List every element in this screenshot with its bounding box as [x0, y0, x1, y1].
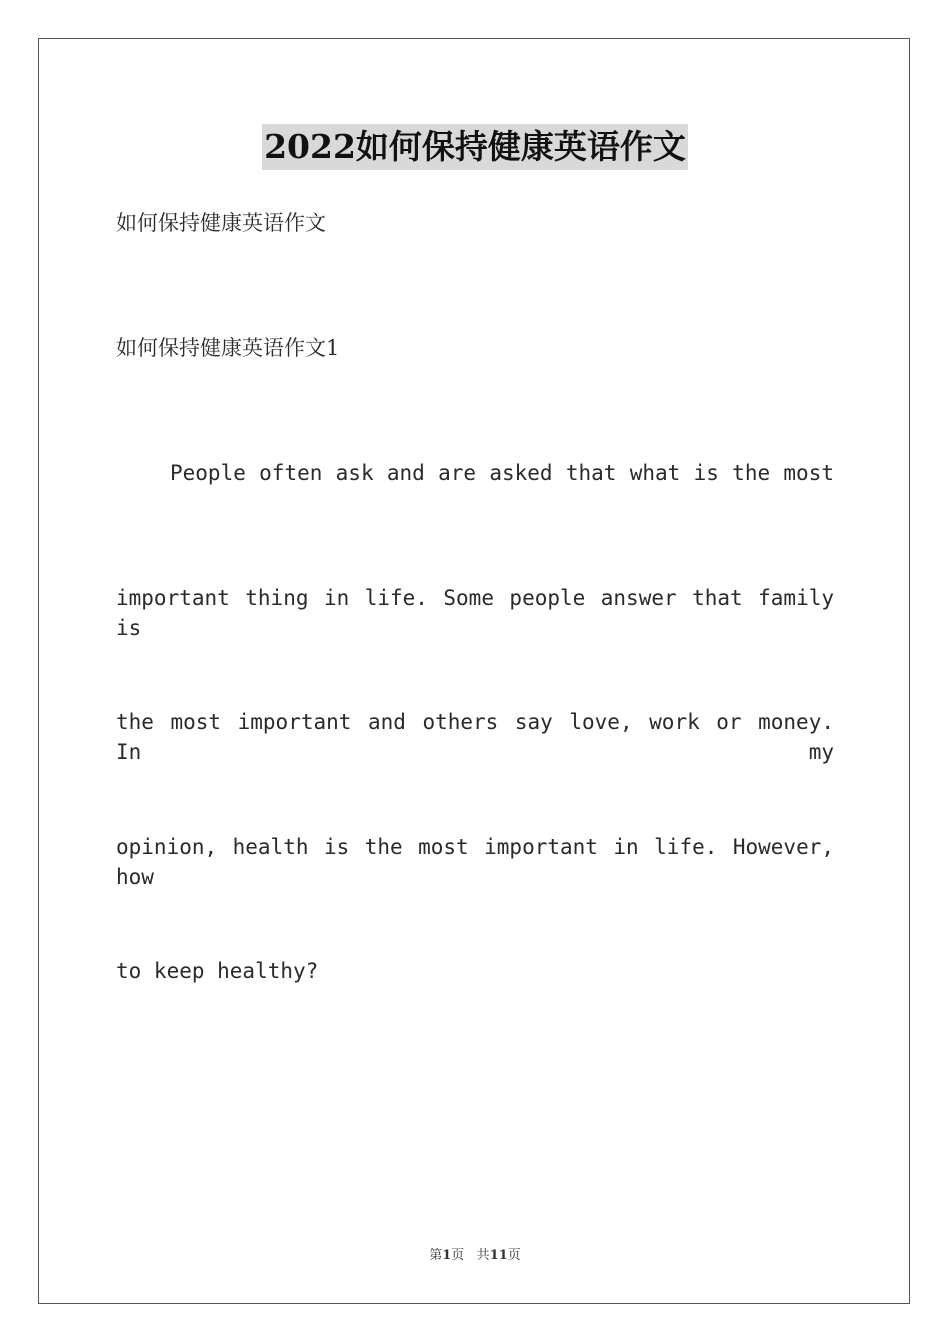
footer-page-prefix: 第 — [429, 1248, 443, 1263]
page-footer — [0, 1246, 950, 1266]
paragraph-line-2: important thing in life. Some people answer that family is — [116, 586, 834, 640]
title-container — [0, 124, 950, 170]
footer-total-suffix: 页 — [507, 1248, 521, 1263]
heading-2: 如何保持健康英语作文1 — [116, 336, 340, 360]
document-title: 2022如何保持健康英语作文 — [262, 124, 688, 170]
footer-page-suffix: 页 — [451, 1248, 465, 1263]
footer-total-prefix: 共 — [476, 1248, 490, 1263]
footer-page-number: 1 — [442, 1248, 452, 1263]
paragraph-line-1: People often ask and are asked that what is the most — [170, 461, 834, 485]
paragraph-line-4: opinion, health is the most important in life. However, how — [116, 835, 834, 889]
heading-1: 如何保持健康英语作文 — [116, 211, 326, 235]
footer-total-pages: 11 — [489, 1248, 508, 1263]
paragraph-line-5: to keep healthy? — [116, 959, 319, 983]
paragraph-line-3: the most important and others say love, work or money. In my — [116, 710, 834, 764]
